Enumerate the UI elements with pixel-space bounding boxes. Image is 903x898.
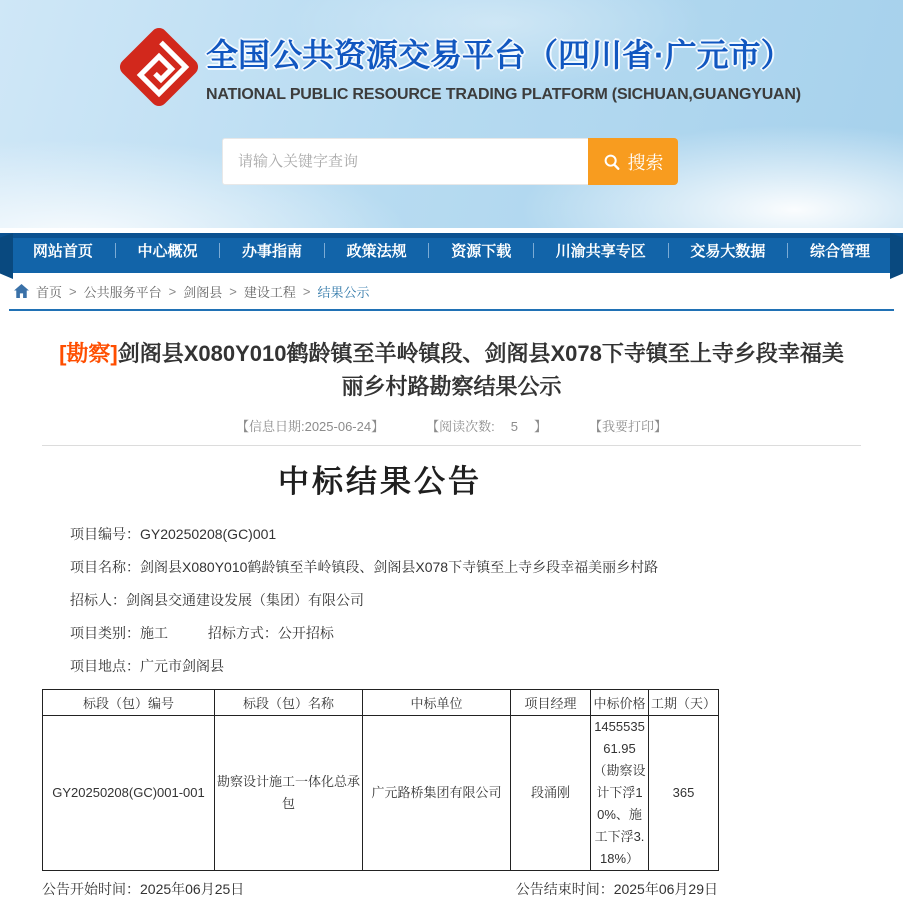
- nav-item-big-data[interactable]: 交易大数据: [690, 243, 766, 260]
- platform-logo-icon: [112, 20, 206, 114]
- breadcrumb-separator: >: [69, 283, 77, 299]
- breadcrumb-item-jiange-county[interactable]: 剑阁县: [183, 284, 223, 300]
- search-input[interactable]: [222, 138, 588, 185]
- nav-item-center-overview[interactable]: 中心概况: [137, 243, 198, 260]
- home-icon: [14, 284, 29, 298]
- detail-label: 项目类别：: [70, 625, 140, 641]
- nav-divider: [533, 243, 534, 258]
- announcement-title: 中标结果公告: [278, 464, 482, 499]
- detail-project-category: [70, 625, 168, 641]
- detail-value: GY20250208(GC)001: [140, 526, 277, 542]
- header-titles: [206, 30, 801, 104]
- nav-divider: [428, 243, 429, 258]
- article-category-tag: [勘察]: [59, 341, 118, 366]
- info-views-count: 5: [510, 419, 518, 434]
- nav-item-service-guide[interactable]: 办事指南: [242, 243, 303, 260]
- nav-divider: [219, 243, 220, 258]
- search-button[interactable]: [588, 138, 678, 185]
- project-details: [42, 524, 718, 676]
- info-views-prefix: 【阅读次数:: [426, 419, 495, 434]
- section-divider: [9, 309, 894, 311]
- breadcrumb-separator: >: [302, 283, 311, 299]
- nav-item-home[interactable]: 网站首页: [32, 243, 93, 260]
- breadcrumb-item-result-publicity[interactable]: 结果公示: [317, 284, 370, 300]
- nav-divider: [324, 243, 325, 258]
- detail-value: 公开招标: [277, 625, 334, 641]
- nav-list: [0, 233, 903, 268]
- main-nav: [0, 233, 903, 273]
- breadcrumb-item-home[interactable]: 首页: [36, 284, 63, 300]
- detail-value: 剑阁县交通建设发展（集团）有限公司: [126, 592, 364, 608]
- detail-value: 广元市剑阁县: [140, 658, 224, 674]
- detail-label: 项目编号：: [70, 526, 140, 542]
- detail-tender-method: [208, 625, 334, 641]
- detail-project-number: [42, 524, 718, 544]
- nav-divider: [787, 243, 788, 258]
- detail-value: 剑阁县X080Y010鹤龄镇至羊岭镇段、剑阁县X078下寺镇至上寺乡段幸福美丽乡村路: [140, 559, 659, 575]
- col-header-project-manager: 项目经理: [511, 690, 591, 716]
- article-content: [0, 337, 903, 898]
- col-header-section-number: 标段（包）编号: [43, 690, 215, 716]
- breadcrumb-separator: >: [168, 283, 177, 299]
- announcement-document: [42, 460, 718, 898]
- table-header-row: [43, 690, 719, 716]
- site-subtitle: NATIONAL PUBLIC RESOURCE TRADING PLATFORM (SICHUAN,GUANGYUAN): [206, 86, 801, 103]
- nav-item-downloads[interactable]: 资源下载: [451, 243, 512, 260]
- breadcrumb-item-service-platform[interactable]: 公共服务平台: [83, 284, 162, 300]
- announcement-start-date: 公告开始时间：2025年06月25日: [42, 881, 245, 897]
- bid-result-table: [42, 689, 719, 871]
- article-info-bar: [42, 416, 861, 446]
- col-header-winning-price: 中标价格: [591, 690, 649, 716]
- nav-item-management[interactable]: 综合管理: [809, 243, 870, 260]
- cell-section-number: GY20250208(GC)001-001: [43, 716, 215, 871]
- detail-value: 施工: [140, 625, 168, 641]
- col-header-winning-bidder: 中标单位: [363, 690, 511, 716]
- detail-label: 项目名称：: [70, 559, 140, 575]
- site-header: [0, 0, 903, 228]
- cell-winning-price: 145553561.95（勘察设计下浮10%、施工下浮3.18%）: [591, 716, 649, 871]
- col-header-section-name: 标段（包）名称: [215, 690, 363, 716]
- detail-label: 招标人：: [70, 592, 126, 608]
- detail-category-and-method: [42, 623, 718, 643]
- nav-divider: [115, 243, 116, 258]
- detail-label: 项目地点：: [70, 658, 140, 674]
- detail-tenderee: [42, 590, 718, 610]
- nav-item-policies[interactable]: 政策法规: [346, 243, 407, 260]
- article-title-text: 剑阁县X080Y010鹤龄镇至羊岭镇段、剑阁县X078下寺镇至上寺乡段幸福美丽乡村路勘察结果公示: [117, 341, 844, 399]
- search-icon: [603, 153, 621, 171]
- info-views-suffix: 】: [533, 419, 547, 434]
- info-date: 【信息日期:2025-06-24】: [235, 419, 385, 434]
- cell-section-name: 勘察设计施工一体化总承包: [215, 716, 363, 871]
- detail-project-location: [42, 656, 718, 676]
- cell-duration-days: 365: [649, 716, 719, 871]
- site-title: 全国公共资源交易平台（四川省·广元市）: [206, 37, 793, 73]
- search-button-label: 搜索: [627, 152, 664, 173]
- cell-winning-bidder: 广元路桥集团有限公司: [363, 716, 511, 871]
- announcement-dates: [42, 880, 718, 898]
- breadcrumb: [0, 273, 903, 309]
- info-views: [426, 416, 547, 435]
- detail-label: 招标方式：: [207, 625, 278, 641]
- page-title: [56, 337, 848, 403]
- cell-project-manager: 段涌刚: [511, 716, 591, 871]
- breadcrumb-separator: >: [229, 283, 237, 299]
- print-link[interactable]: 【我要打印】: [588, 419, 667, 434]
- nav-divider: [668, 243, 669, 258]
- announcement-end-date: 公告结束时间：2025年06月29日: [515, 881, 718, 897]
- detail-project-name: [42, 557, 718, 577]
- nav-item-chuanyu-zone[interactable]: 川渝共享专区: [555, 243, 646, 260]
- table-row: [43, 716, 719, 871]
- breadcrumb-item-construction[interactable]: 建设工程: [243, 284, 296, 300]
- search-bar: [222, 138, 678, 185]
- col-header-duration-days: 工期（天）: [649, 690, 719, 716]
